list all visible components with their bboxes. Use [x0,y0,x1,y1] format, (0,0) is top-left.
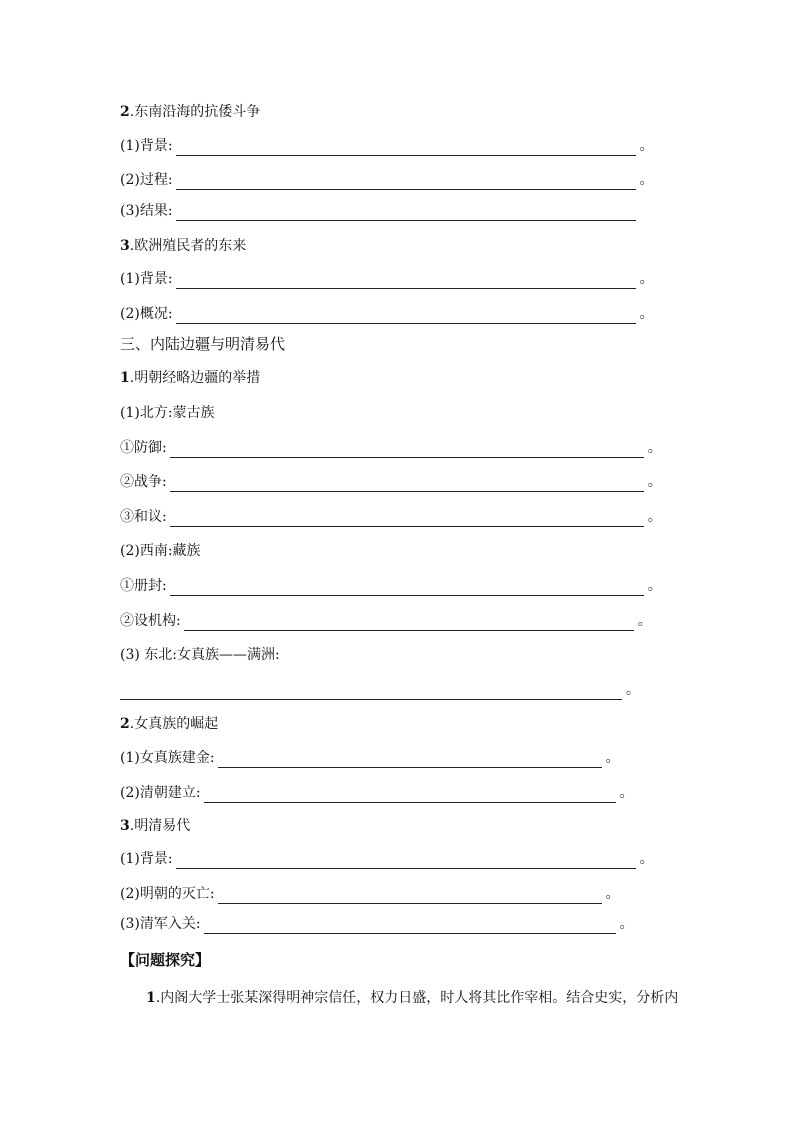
fill-row-s3-overview [120,304,654,324]
period-mark: 。 [619,785,634,801]
field-label: (3)清军入关: [120,916,201,932]
subheading-text: (2)西南:藏族 [120,543,201,559]
fill-row-s2-process [120,170,654,190]
period-mark: 。 [647,509,662,525]
period-mark: 。 [639,138,654,154]
field-label: ③和议: [120,509,167,525]
field-label: (2)过程: [120,172,173,188]
question-number: 1 [146,990,156,1006]
period-mark: 。 [639,172,654,188]
section-title: .女真族的崛起 [129,716,219,732]
fill-row-ming-fall [120,884,620,904]
section-title: .东南沿海的抗倭斗争 [129,104,261,120]
subheading-southwest [120,541,201,561]
section-3-heading [120,236,246,256]
answer-blank[interactable] [184,616,634,631]
inquiry-question-1 [146,988,678,1008]
section-title: .明朝经略边疆的举措 [129,370,261,386]
period-mark: 。 [647,440,662,456]
period-mark: 。 [637,613,652,629]
field-label: ②战争: [120,474,167,490]
period-mark: 。 [639,271,654,287]
fill-row-defense [120,438,662,458]
answer-blank[interactable] [176,141,636,156]
answer-blank[interactable] [204,919,616,934]
section-number: 3 [120,238,130,254]
answer-blank[interactable] [170,477,644,492]
field-label: (1)背景: [120,138,173,154]
subheading-north [120,403,215,423]
question-text: .内阁大学士张某深得明神宗信任，权力日盛，时人将其比作宰相。结合史实，分析内 [155,990,679,1006]
fill-row-institution [120,611,652,631]
fill-row-qing [120,783,634,803]
field-label: ②设机构: [120,613,181,629]
fill-row-s3-background [120,269,654,289]
section-title: .欧洲殖民者的东来 [129,238,247,254]
period-mark: 。 [639,306,654,322]
fill-row-s2-background [120,136,654,156]
part-3-title: 三、内陆边疆与明清易代 [120,335,286,353]
field-label: (1)背景: [120,271,173,287]
answer-blank[interactable] [176,854,636,869]
section-title: .明清易代 [129,818,191,834]
field-label: (2)概况: [120,306,173,322]
field-label: (2)明朝的灭亡: [120,886,215,902]
fill-row-s2-result [120,201,640,221]
period-mark: 。 [619,916,634,932]
fill-row-jin [120,748,620,768]
answer-blank[interactable] [170,512,644,527]
part-3-item-3-heading [120,816,190,836]
fill-row-enfeoff [120,576,662,596]
answer-blank[interactable] [204,788,616,803]
fill-row-peace [120,507,662,527]
field-label: (1)背景: [120,851,173,867]
answer-blank[interactable] [120,685,622,700]
fill-row-qing-enter [120,914,634,934]
part-3-item-1-heading [120,368,260,388]
answer-blank[interactable] [218,753,602,768]
answer-blank[interactable] [176,206,636,221]
answer-blank[interactable] [176,274,636,289]
section-number: 2 [120,716,130,732]
section-number: 2 [120,104,130,120]
answer-blank[interactable] [218,889,602,904]
subheading-text: (1)北方:蒙古族 [120,405,215,421]
field-label: (3)结果: [120,203,173,219]
field-label: ①册封: [120,578,167,594]
period-mark: 。 [626,682,640,698]
period-mark: 。 [647,474,662,490]
field-label: ①防御: [120,440,167,456]
subheading-text: (3) 东北:女真族——满洲: [120,647,280,663]
section-number: 3 [120,818,130,834]
section-2-heading [120,102,260,122]
answer-blank[interactable] [170,443,644,458]
fill-row-p3-background [120,849,654,869]
period-mark: 。 [647,578,662,594]
answer-blank[interactable] [176,175,636,190]
answer-blank[interactable] [176,309,636,324]
fill-row-northeast [120,680,640,700]
subheading-northeast [120,645,280,665]
part-3-item-2-heading [120,714,218,734]
field-label: (1)女真族建金: [120,750,215,766]
period-mark: 。 [605,750,620,766]
period-mark: 。 [605,886,620,902]
field-label: (2)清朝建立: [120,785,201,801]
inquiry-title: 【问题探究】 [120,951,211,969]
fill-row-war [120,472,662,492]
period-mark: 。 [639,851,654,867]
section-number: 1 [120,370,130,386]
answer-blank[interactable] [170,581,644,596]
